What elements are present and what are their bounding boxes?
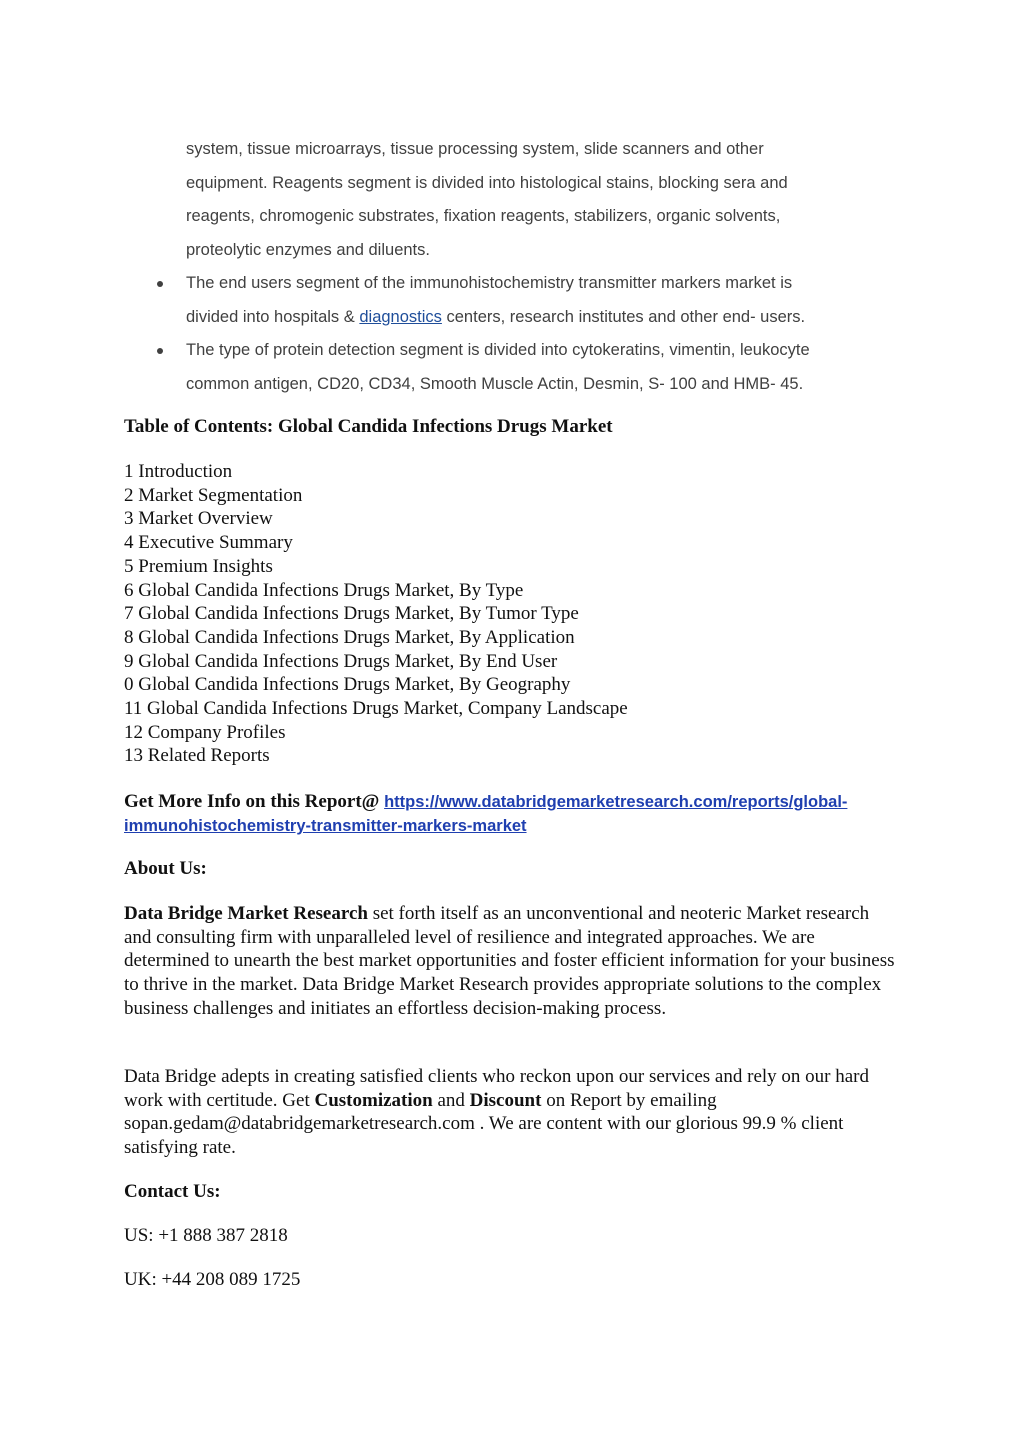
text-fragment: set forth itself as an unconventional and neoteric Market research and consulting firm with unparalleled level of resilience and integrated approaches. We are determined to unearth the best market opportunities and foster efficient information for your business to thrive in the market. Data Bridge Market Research provides appropriate solutions to the complex business challenges and initiates an effortless decision-making process. <box>124 903 895 1019</box>
segment-bullet-list <box>150 267 910 401</box>
contact-heading: Contact Us: <box>124 1181 221 1202</box>
segment-continuation-text <box>186 133 906 267</box>
report-link-part: immunohistochemistry-transmitter-markers-market <box>124 817 527 835</box>
text-line: The type of protein detection segment is divided into cytokeratins, vimentin, leukocyte <box>186 341 810 360</box>
text-line <box>186 301 910 335</box>
toc-item: 4 Executive Summary <box>124 532 293 554</box>
about-paragraph <box>124 902 899 1021</box>
text-line: equipment. Reagents segment is divided into histological stains, blocking sera and <box>186 173 788 192</box>
about-heading: About Us: <box>124 858 207 879</box>
company-name: Data Bridge Market Research <box>124 903 368 924</box>
toc-item: 9 Global Candida Infections Drugs Market, By End User <box>124 650 558 672</box>
bullet-icon <box>157 281 163 287</box>
phone-us: US: +1 888 387 2818 <box>124 1225 288 1246</box>
clients-paragraph <box>124 1065 899 1160</box>
toc-item: 7 Global Candida Infections Drugs Market, By Tumor Type <box>124 603 579 625</box>
list-item-end-users <box>150 267 910 334</box>
toc-item: 13 Related Reports <box>124 745 270 767</box>
text-line: common antigen, CD20, CD34, Smooth Muscle Actin, Desmin, S- 100 and HMB- 45. <box>186 374 804 393</box>
toc-list <box>124 460 628 768</box>
toc-item: 0 Global Candida Infections Drugs Market, By Geography <box>124 674 571 696</box>
toc-item: 3 Market Overview <box>124 508 273 530</box>
toc-heading: Table of Contents: Global Candida Infections Drugs Market <box>124 416 613 437</box>
text-fragment: on Report by emailing sopan.gedam@databridgemarketresearch.com . We are content with our glorious 99.9 % client satisfying rate. <box>124 1089 844 1159</box>
phone-uk: UK: +44 208 089 1725 <box>124 1269 301 1290</box>
more-info-block <box>124 790 904 838</box>
discount-text: Discount <box>469 1089 542 1111</box>
bullet-icon <box>157 348 163 354</box>
toc-item: 8 Global Candida Infections Drugs Market, By Application <box>124 626 575 648</box>
text-line: system, tissue microarrays, tissue processing system, slide scanners and other <box>186 140 764 158</box>
list-item-protein-detection <box>150 334 910 401</box>
toc-item: 6 Global Candida Infections Drugs Market, By Type <box>124 579 524 601</box>
text-fragment: Data Bridge adepts in creating satisfied clients who reckon upon our services and rely on our hard work with certitude. Get <box>124 1066 869 1111</box>
toc-item: 5 Premium Insights <box>124 555 273 577</box>
text-fragment: and <box>432 1089 470 1111</box>
toc-item: 12 Company Profiles <box>124 721 286 743</box>
text-line: proteolytic enzymes and diluents. <box>186 240 430 259</box>
text-fragment: divided into hospitals & <box>186 307 360 326</box>
text-fragment: centers, research institutes and other end- users. <box>441 307 806 326</box>
diagnostics-link[interactable]: diagnostics <box>359 307 442 326</box>
toc-item: 1 Introduction <box>124 461 233 482</box>
report-link-part: https://www.databridgemarketresearch.com/reports/global- <box>384 793 848 811</box>
customization-text: Customization <box>314 1089 433 1111</box>
toc-item: 11 Global Candida Infections Drugs Market, Company Landscape <box>124 698 628 720</box>
text-line: The end users segment of the immunohistochemistry transmitter markers market is <box>186 274 793 292</box>
toc-item: 2 Market Segmentation <box>124 484 303 506</box>
more-info-label: Get More Info on this Report@ <box>124 791 380 812</box>
text-line: reagents, chromogenic substrates, fixation reagents, stabilizers, organic solvents, <box>186 207 781 226</box>
